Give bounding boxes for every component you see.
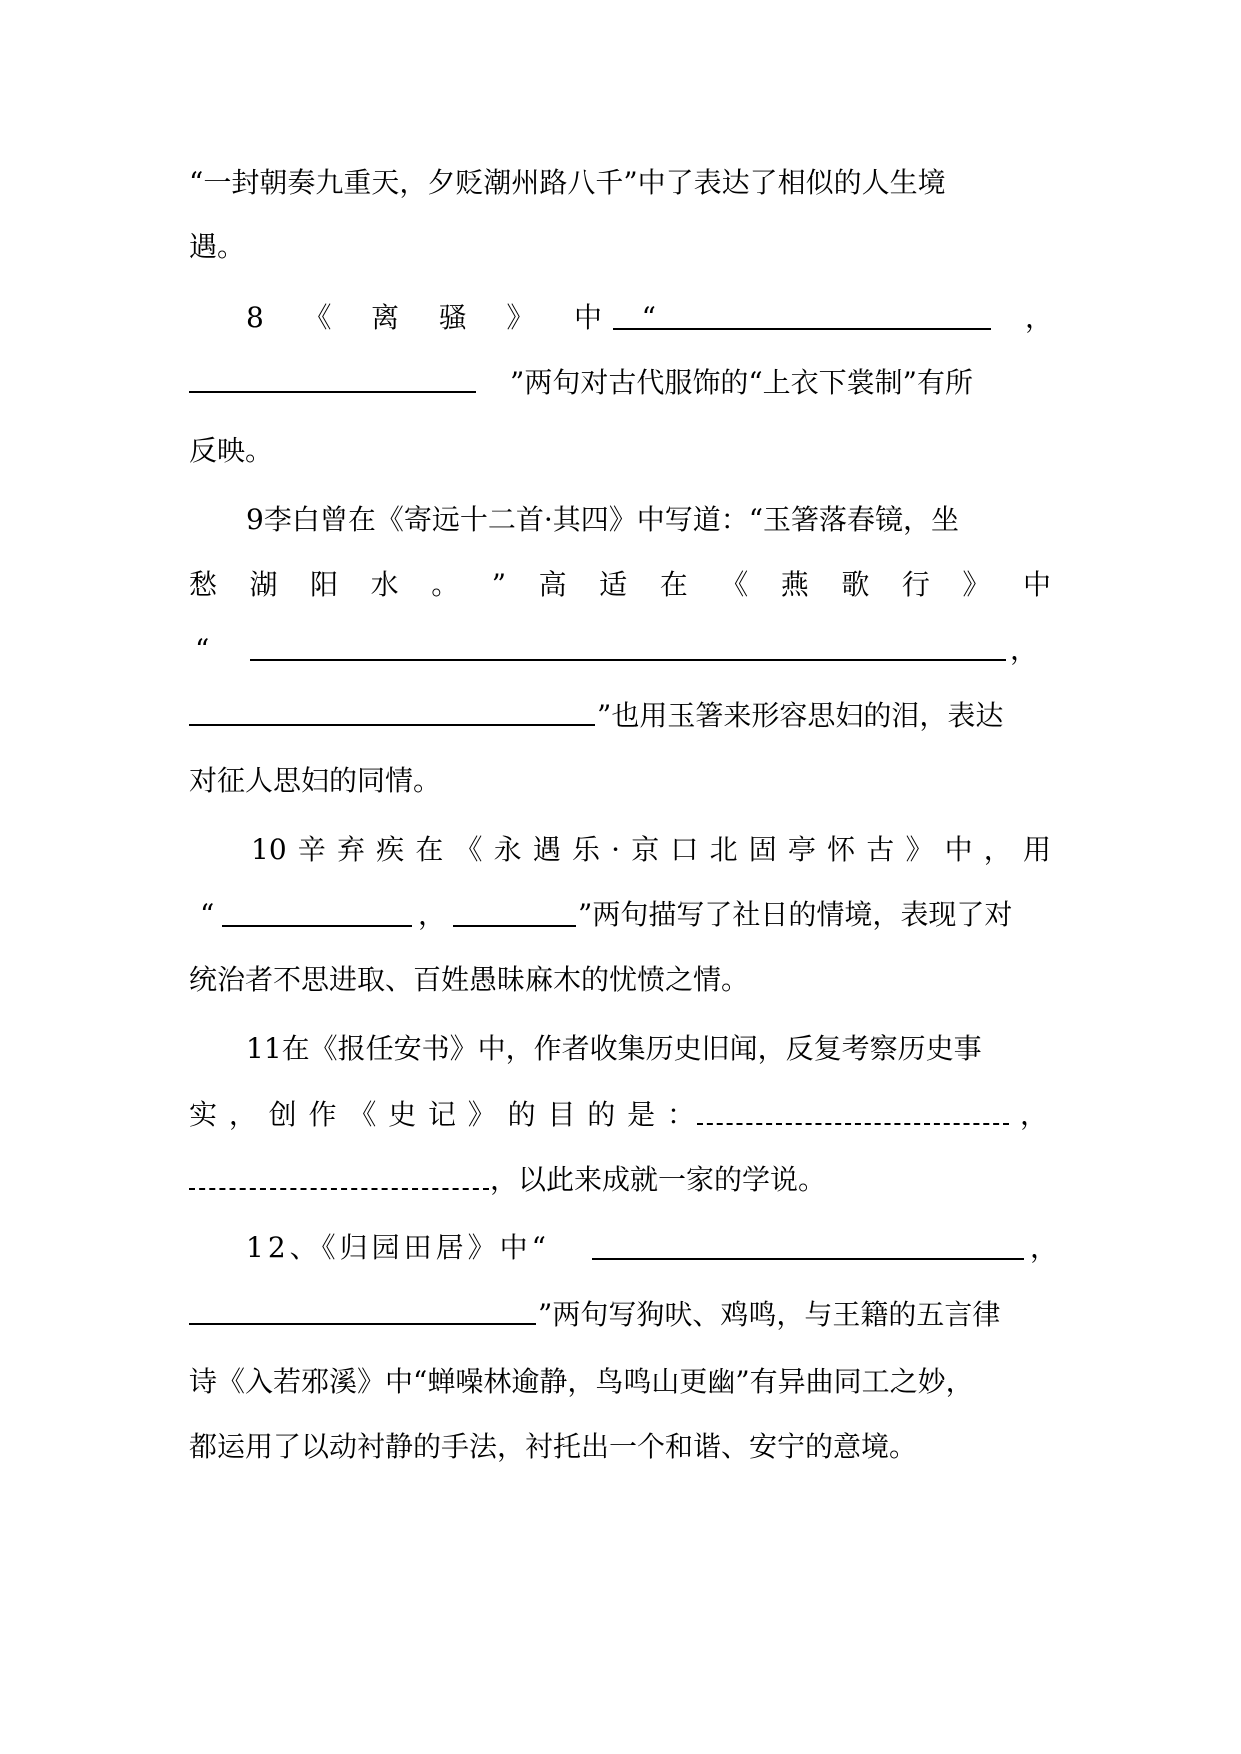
q8-char: 中	[574, 301, 603, 334]
q9-char: 》	[962, 568, 991, 601]
q9-line-2	[189, 560, 1051, 610]
q11-char: 是	[627, 1098, 656, 1131]
q10-char: 怀	[827, 833, 856, 866]
q8-line-3: 反映。	[189, 434, 274, 467]
q10-char: 古	[866, 833, 895, 866]
q11-char: 的	[507, 1098, 536, 1131]
q9-char: 愁	[189, 568, 218, 601]
q11-char: 》	[467, 1098, 496, 1131]
q10-blank-1[interactable]	[222, 895, 412, 927]
q9-char: 行	[901, 568, 930, 601]
q10-char: 疾	[376, 833, 405, 866]
q12-line-2-text: ”两句写狗吠、鸡鸣，与王籍的五言律	[538, 1298, 1001, 1331]
q10-char: 用	[1022, 833, 1051, 866]
q11-line-2	[189, 1090, 695, 1140]
q10-char: 《	[454, 833, 483, 866]
q11-char: 实	[189, 1098, 218, 1131]
q9-open-quote: “	[195, 633, 210, 666]
q9-char: 阳	[310, 568, 339, 601]
q10-char: 口	[670, 833, 699, 866]
q11-char: 记	[427, 1098, 456, 1131]
q12-blank-1[interactable]	[592, 1228, 1024, 1260]
q10-char: 》	[905, 833, 934, 866]
q9-blank-2[interactable]	[189, 694, 595, 726]
q9-char: ”	[491, 568, 507, 601]
q8-number: 8	[246, 301, 264, 334]
q8-blank-2[interactable]	[189, 361, 476, 393]
q10-char: 乐	[572, 833, 601, 866]
q10-line-3: 统治者不思进取、百姓愚昧麻木的忧愤之情。	[189, 963, 750, 996]
continuation-line-2: 遇。	[189, 230, 246, 263]
q8-line-1	[246, 293, 656, 343]
q9-char: 湖	[249, 568, 278, 601]
q10-char: 亭	[787, 833, 816, 866]
q10-char: 固	[748, 833, 777, 866]
q10-char: 弃	[336, 833, 365, 866]
q11-line-3-text: ，以此来成就一家的学说。	[490, 1163, 827, 1196]
q9-blank-1[interactable]	[250, 629, 1006, 661]
q10-char: 中	[944, 833, 973, 866]
q10-line-1	[251, 825, 1051, 875]
q10-number: 10	[251, 833, 287, 866]
q11-char: ：	[666, 1098, 695, 1131]
q8-blank-1[interactable]	[613, 298, 991, 330]
q10-char: ，	[983, 833, 1012, 866]
q9-char: 在	[659, 568, 688, 601]
q11-char: 作	[308, 1098, 337, 1131]
q9-char: 歌	[841, 568, 870, 601]
q12-line-1-prefix: 12、《归园田居》中“	[246, 1231, 550, 1264]
q10-char: 京	[631, 833, 660, 866]
q11-blank-2[interactable]	[189, 1158, 489, 1190]
q8-char: 》	[506, 301, 535, 334]
q11-char: 创	[268, 1098, 297, 1131]
q9-char: 水	[370, 568, 399, 601]
q9-char: 燕	[780, 568, 809, 601]
q11-blank-1[interactable]	[697, 1093, 1009, 1125]
q11-char: 目	[547, 1098, 576, 1131]
q10-blank-2[interactable]	[453, 895, 576, 927]
q10-comma: ，	[418, 898, 447, 931]
q10-char: 北	[709, 833, 738, 866]
q8-char: 骚	[438, 301, 467, 334]
q9-line-4-text: ”也用玉箸来形容思妇的泪，表达	[597, 699, 1004, 732]
q9-char: 《	[720, 568, 749, 601]
continuation-line-1: “一封朝奏九重天，夕贬潮州路八千”中了表达了相似的人生境	[189, 166, 946, 199]
q10-char: ·	[611, 833, 621, 866]
q10-char: 永	[493, 833, 522, 866]
q9-char: 适	[599, 568, 628, 601]
q12-line-3: 诗《入若邪溪》中“蝉噪林逾静，鸟鸣山更幽”有异曲同工之妙，	[189, 1365, 974, 1398]
q9-line-5: 对征人思妇的同情。	[189, 764, 442, 797]
q9-char: 中	[1022, 568, 1051, 601]
q11-line-1: 11在《报任安书》中，作者收集历史旧闻，反复考察历史事	[246, 1032, 982, 1065]
q8-char: “	[641, 301, 656, 334]
q11-char: 史	[388, 1098, 417, 1131]
q9-line-1: 9李白曾在《寄远十二首·其四》中写道：“玉箸落春镜，坐	[246, 503, 960, 536]
q11-char: 《	[348, 1098, 377, 1131]
q11-char: ，	[228, 1098, 257, 1131]
q11-char: 的	[587, 1098, 616, 1131]
q10-open-quote: “	[200, 898, 215, 931]
q8-comma: ，	[1025, 301, 1054, 334]
q10-line-2-text: ”两句描写了社日的情境，表现了对	[578, 898, 1013, 931]
q12-comma: ，	[1030, 1231, 1059, 1264]
q10-char: 遇	[532, 833, 561, 866]
q9-comma: ，	[1010, 633, 1039, 666]
q8-line-2-text: ”两句对古代服饰的“上衣下裳制”有所	[510, 366, 973, 399]
q10-char: 辛	[297, 833, 326, 866]
q10-char: 在	[415, 833, 444, 866]
q12-blank-2[interactable]	[189, 1293, 536, 1325]
q11-comma: ，	[1020, 1098, 1049, 1131]
q12-line-4: 都运用了以动衬静的手法，衬托出一个和谐、安宁的意境。	[189, 1430, 918, 1463]
q9-char: 高	[538, 568, 567, 601]
q9-char: 。	[431, 568, 460, 601]
q8-char: 《	[303, 301, 332, 334]
q8-char: 离	[371, 301, 400, 334]
